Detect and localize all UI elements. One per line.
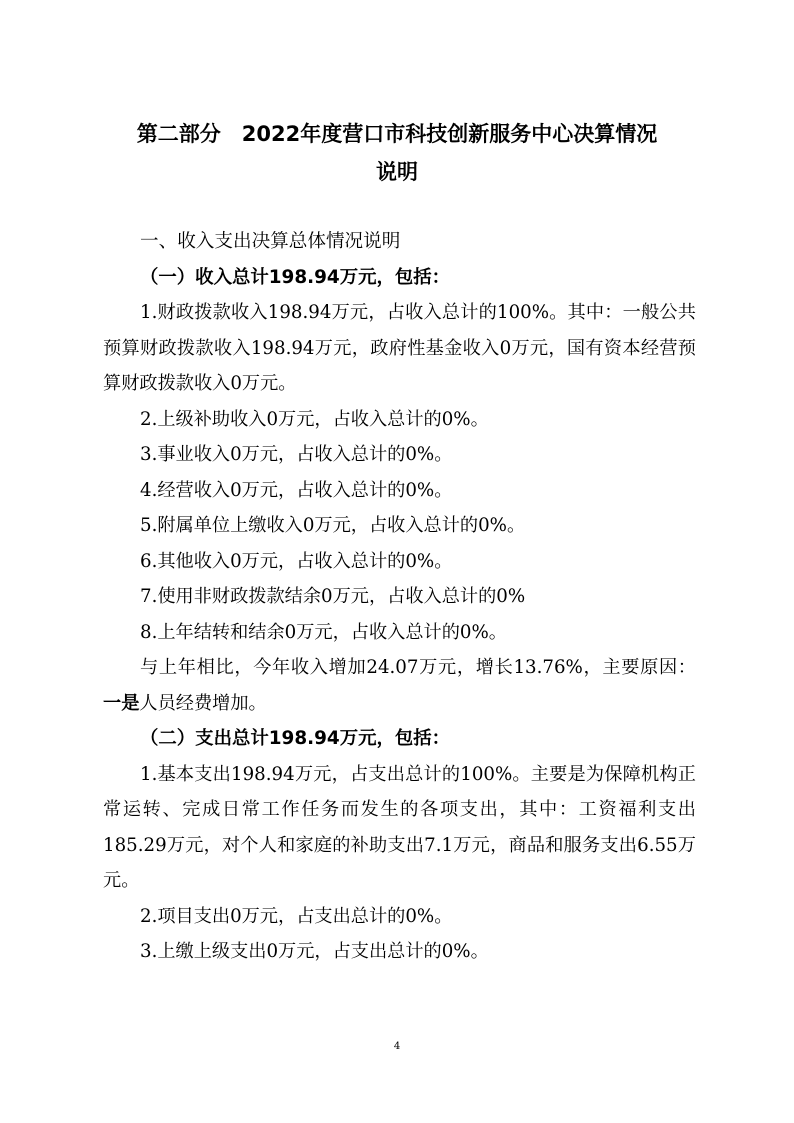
income-item-3: 3.事业收入0万元，占收入总计的0%。 (140, 444, 453, 465)
expense-item-1: 1.基本支出198.94万元，占支出总计的100%。主要是为保障机构正常运转、完成日常工作任务而发生的各项支出，其中：工资福利支出185.29万元，对个人和家庭的补助支出7.1万元，商品和服务支出6.55万元。 (103, 763, 696, 891)
document-body (103, 224, 696, 970)
expense-item-2: 2.项目支出0万元，占支出总计的0%。 (140, 905, 453, 927)
section-heading: 一、收入支出决算总体情况说明 (140, 231, 401, 252)
income-item-4: 4.经营收入0万元，占收入总计的0%。 (140, 479, 453, 501)
income-item-5: 5.附属单位上缴收入0万元，占收入总计的0%。 (140, 515, 526, 536)
reason-label: 一是 (103, 692, 140, 714)
income-item-1: 1.财政拨款收入198.94万元，占收入总计的100%。其中：一般公共预算财政拨款收入198.94万元，政府性基金收入0万元，国有资本经营预算财政拨款收入0万元。 (103, 302, 696, 394)
page-title-continued: 说明 (376, 160, 418, 184)
income-comparison (103, 650, 696, 721)
income-item-6: 6.其他收入0万元，占收入总计的0%。 (140, 550, 453, 572)
expense-item-3: 3.上缴上级支出0万元，占支出总计的0%。 (140, 941, 489, 962)
comparison-text: 与上年相比，今年收入增加24.07万元，增长13.76%，主要原因： (140, 657, 696, 678)
expense-heading: （二）支出总计198.94万元，包括： (140, 728, 451, 749)
income-heading: （一）收入总计198.94万元，包括： (140, 266, 451, 288)
income-item-8: 8.上年结转和结余0万元，占收入总计的0%。 (140, 621, 507, 643)
income-item-2: 2.上级补助收入0万元，占收入总计的0%。 (140, 408, 489, 430)
reason-text: 人员经费增加。 (139, 692, 267, 714)
page-title: 第二部分 2022年度营口市科技创新服务中心决算情况 (136, 122, 658, 146)
page-number: 4 (393, 1041, 401, 1052)
income-item-7: 7.使用非财政拨款结余0万元，占收入总计的0% (140, 586, 526, 607)
